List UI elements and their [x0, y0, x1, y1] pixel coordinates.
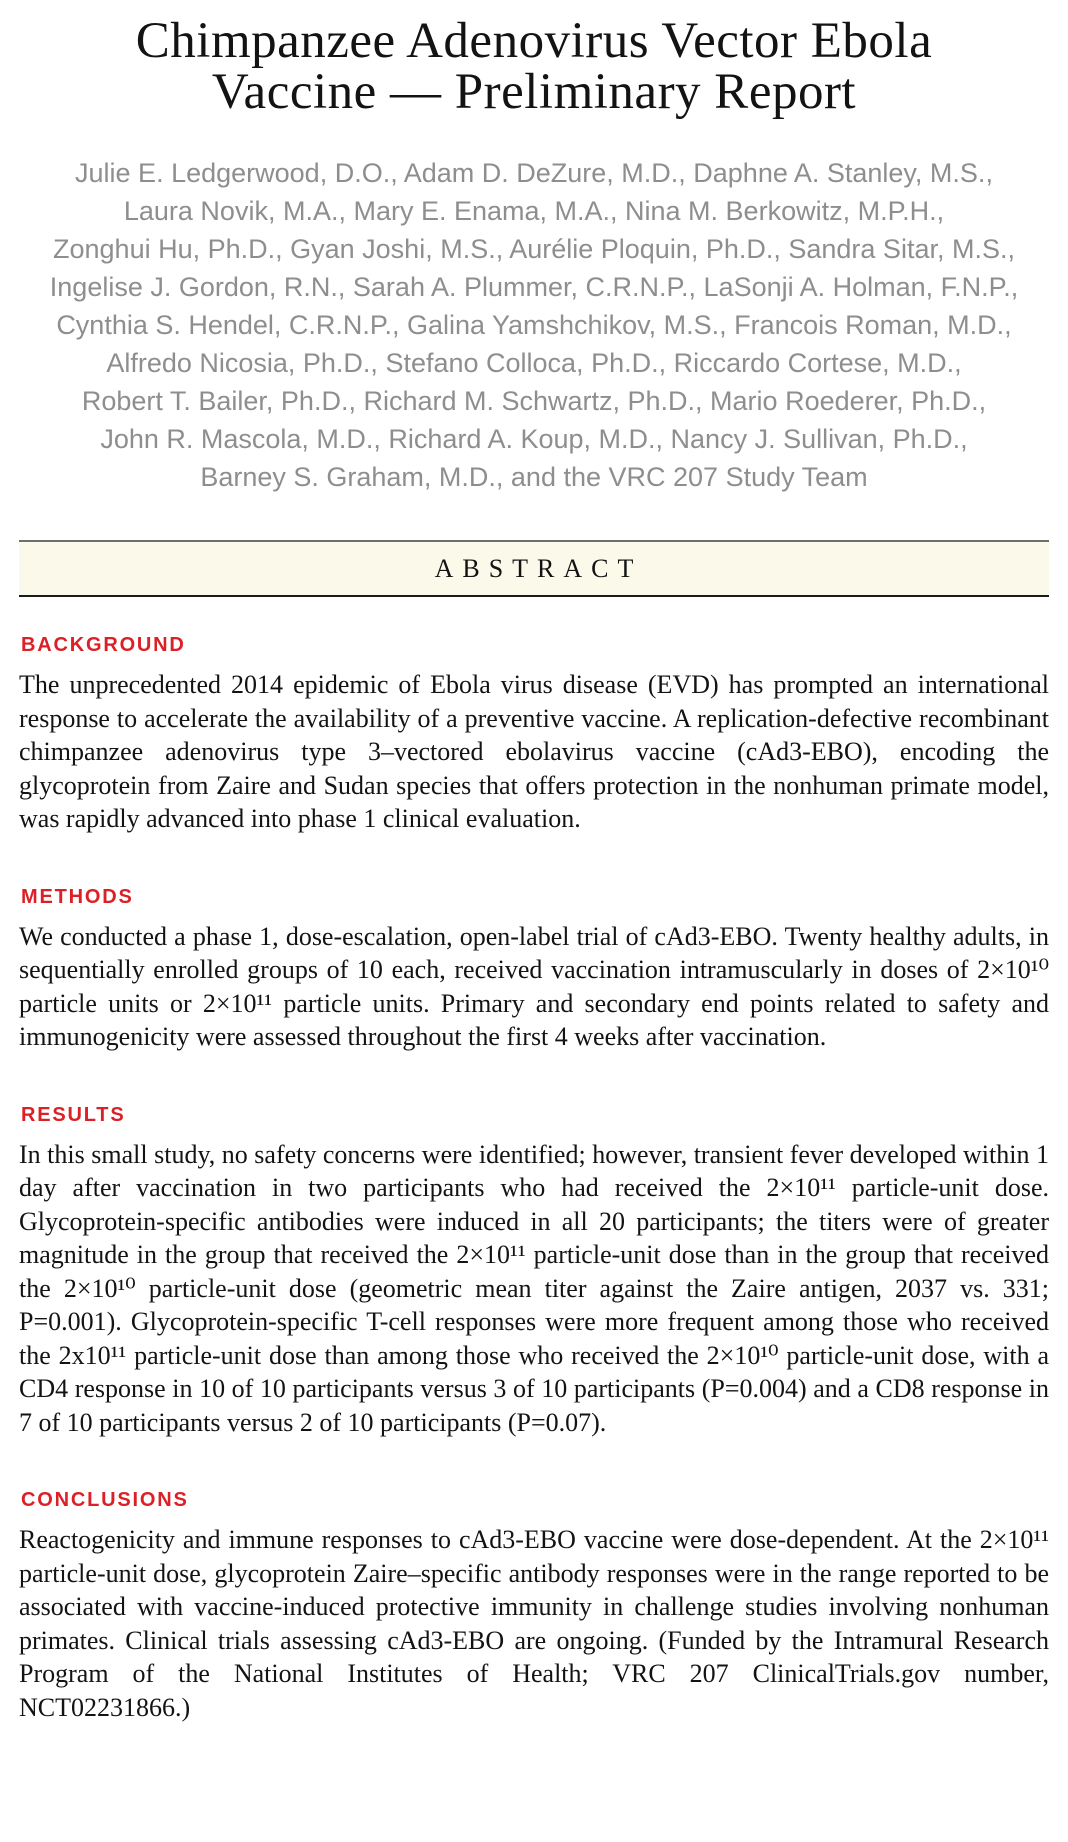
author-line: Ingelise J. Gordon, R.N., Sarah A. Plummer, C.R.N.P., LaSonji A. Holman, F.N.P., — [49, 272, 1019, 302]
article-title — [19, 13, 1049, 120]
section-paragraph-results: In this small study, no safety concerns were identified; however, transient fever developed within 1 day after vaccination in two participants who had received the 2×10¹¹ particle-unit dose. Glycoprotein-specific antibodies were induced in all 20 participants; the titers were of greater magnitude in the group that received the 2×10¹¹ particle-unit dose than in the group that received the 2×10¹⁰ particle-unit dose (geometric mean titer against the Zaire antigen, 2037 vs. 331; P=0.001). Glycoprotein-specific T-cell responses were more frequent among those who received the 2x10¹¹ particle-unit dose than among those who received the 2×10¹⁰ particle-unit dose, with a CD4 response in 10 of 10 participants versus 3 of 10 participants (P=0.004) and a CD8 response in 7 of 10 participants versus 2 of 10 participants (P=0.07). — [19, 1139, 1049, 1437]
section-paragraph-background: The unprecedented 2014 epidemic of Ebola virus disease (EVD) has prompted an international response to accelerate the availability of a preventive vaccine. A replication-defective recombinant chimpanzee adenovirus type 3–vectored ebolavirus vaccine (cAd3-EBO), encoding the glycoprotein from Zaire and Sudan species that offers protection in the nonhuman primate model, was rapidly advanced into phase 1 clinical evaluation. — [19, 670, 1049, 833]
section-heading-conclusions: CONCLUSIONS — [21, 1489, 189, 1511]
article-title-line-1: Chimpanzee Adenovirus Vector Ebola — [135, 13, 933, 69]
author-line: Julie E. Ledgerwood, D.O., Adam D. DeZure, M.D., Daphne A. Stanley, M.S., — [75, 158, 993, 188]
section-heading-results: RESULTS — [21, 1103, 126, 1126]
abstract-heading: ABSTRACT — [434, 553, 643, 583]
abstract-heading-band — [19, 540, 1049, 597]
author-line: Laura Novik, M.A., Mary E. Enama, M.A., Nina M. Berkowitz, M.P.H., — [123, 196, 945, 226]
author-line: Cynthia S. Hendel, C.R.N.P., Galina Yamshchikov, M.S., Francois Roman, M.D., — [56, 310, 1012, 340]
author-line: Robert T. Bailer, Ph.D., Richard M. Schwartz, Ph.D., Mario Roederer, Ph.D., — [81, 386, 987, 416]
author-line: Zonghui Hu, Ph.D., Gyan Joshi, M.S., Aurélie Ploquin, Ph.D., Sandra Sitar, M.S., — [53, 234, 1015, 264]
abstract-body — [19, 634, 1049, 1724]
author-line: John R. Mascola, M.D., Richard A. Koup, M.D., Nancy J. Sullivan, Ph.D., — [100, 424, 968, 454]
author-line: Alfredo Nicosia, Ph.D., Stefano Colloca, Ph.D., Riccardo Cortese, M.D., — [106, 348, 962, 378]
article-title-line-2: Vaccine — Preliminary Report — [211, 64, 857, 120]
author-list — [19, 154, 1049, 496]
section-paragraph-conclusions: Reactogenicity and immune responses to cAd3-EBO vaccine were dose-dependent. At the 2×10¹¹ particle-unit dose, glycoprotein Zaire–specific antibody responses were in the range reported to be associated with vaccine-induced protective immunity in challenge studies involving nonhuman primates. Clinical trials assessing cAd3-EBO are ongoing. (Funded by the Intramural Research Program of the National Institutes of Health; VRC 207 ClinicalTrials.gov number, NCT02231866.) — [19, 1525, 1049, 1722]
section-paragraph-methods: We conducted a phase 1, dose-escalation, open-label trial of cAd3-EBO. Twenty healthy adults, in sequentially enrolled groups of 10 each, received vaccination intramuscularly in doses of 2×10¹⁰ particle units or 2×10¹¹ particle units. Primary and secondary end points related to safety and immunogenicity were assessed throughout the first 4 weeks after vaccination. — [19, 921, 1049, 1051]
section-heading-background: BACKGROUND — [21, 634, 186, 656]
author-line: Barney S. Graham, M.D., and the VRC 207 Study Team — [200, 462, 868, 492]
section-heading-methods: METHODS — [21, 885, 134, 908]
